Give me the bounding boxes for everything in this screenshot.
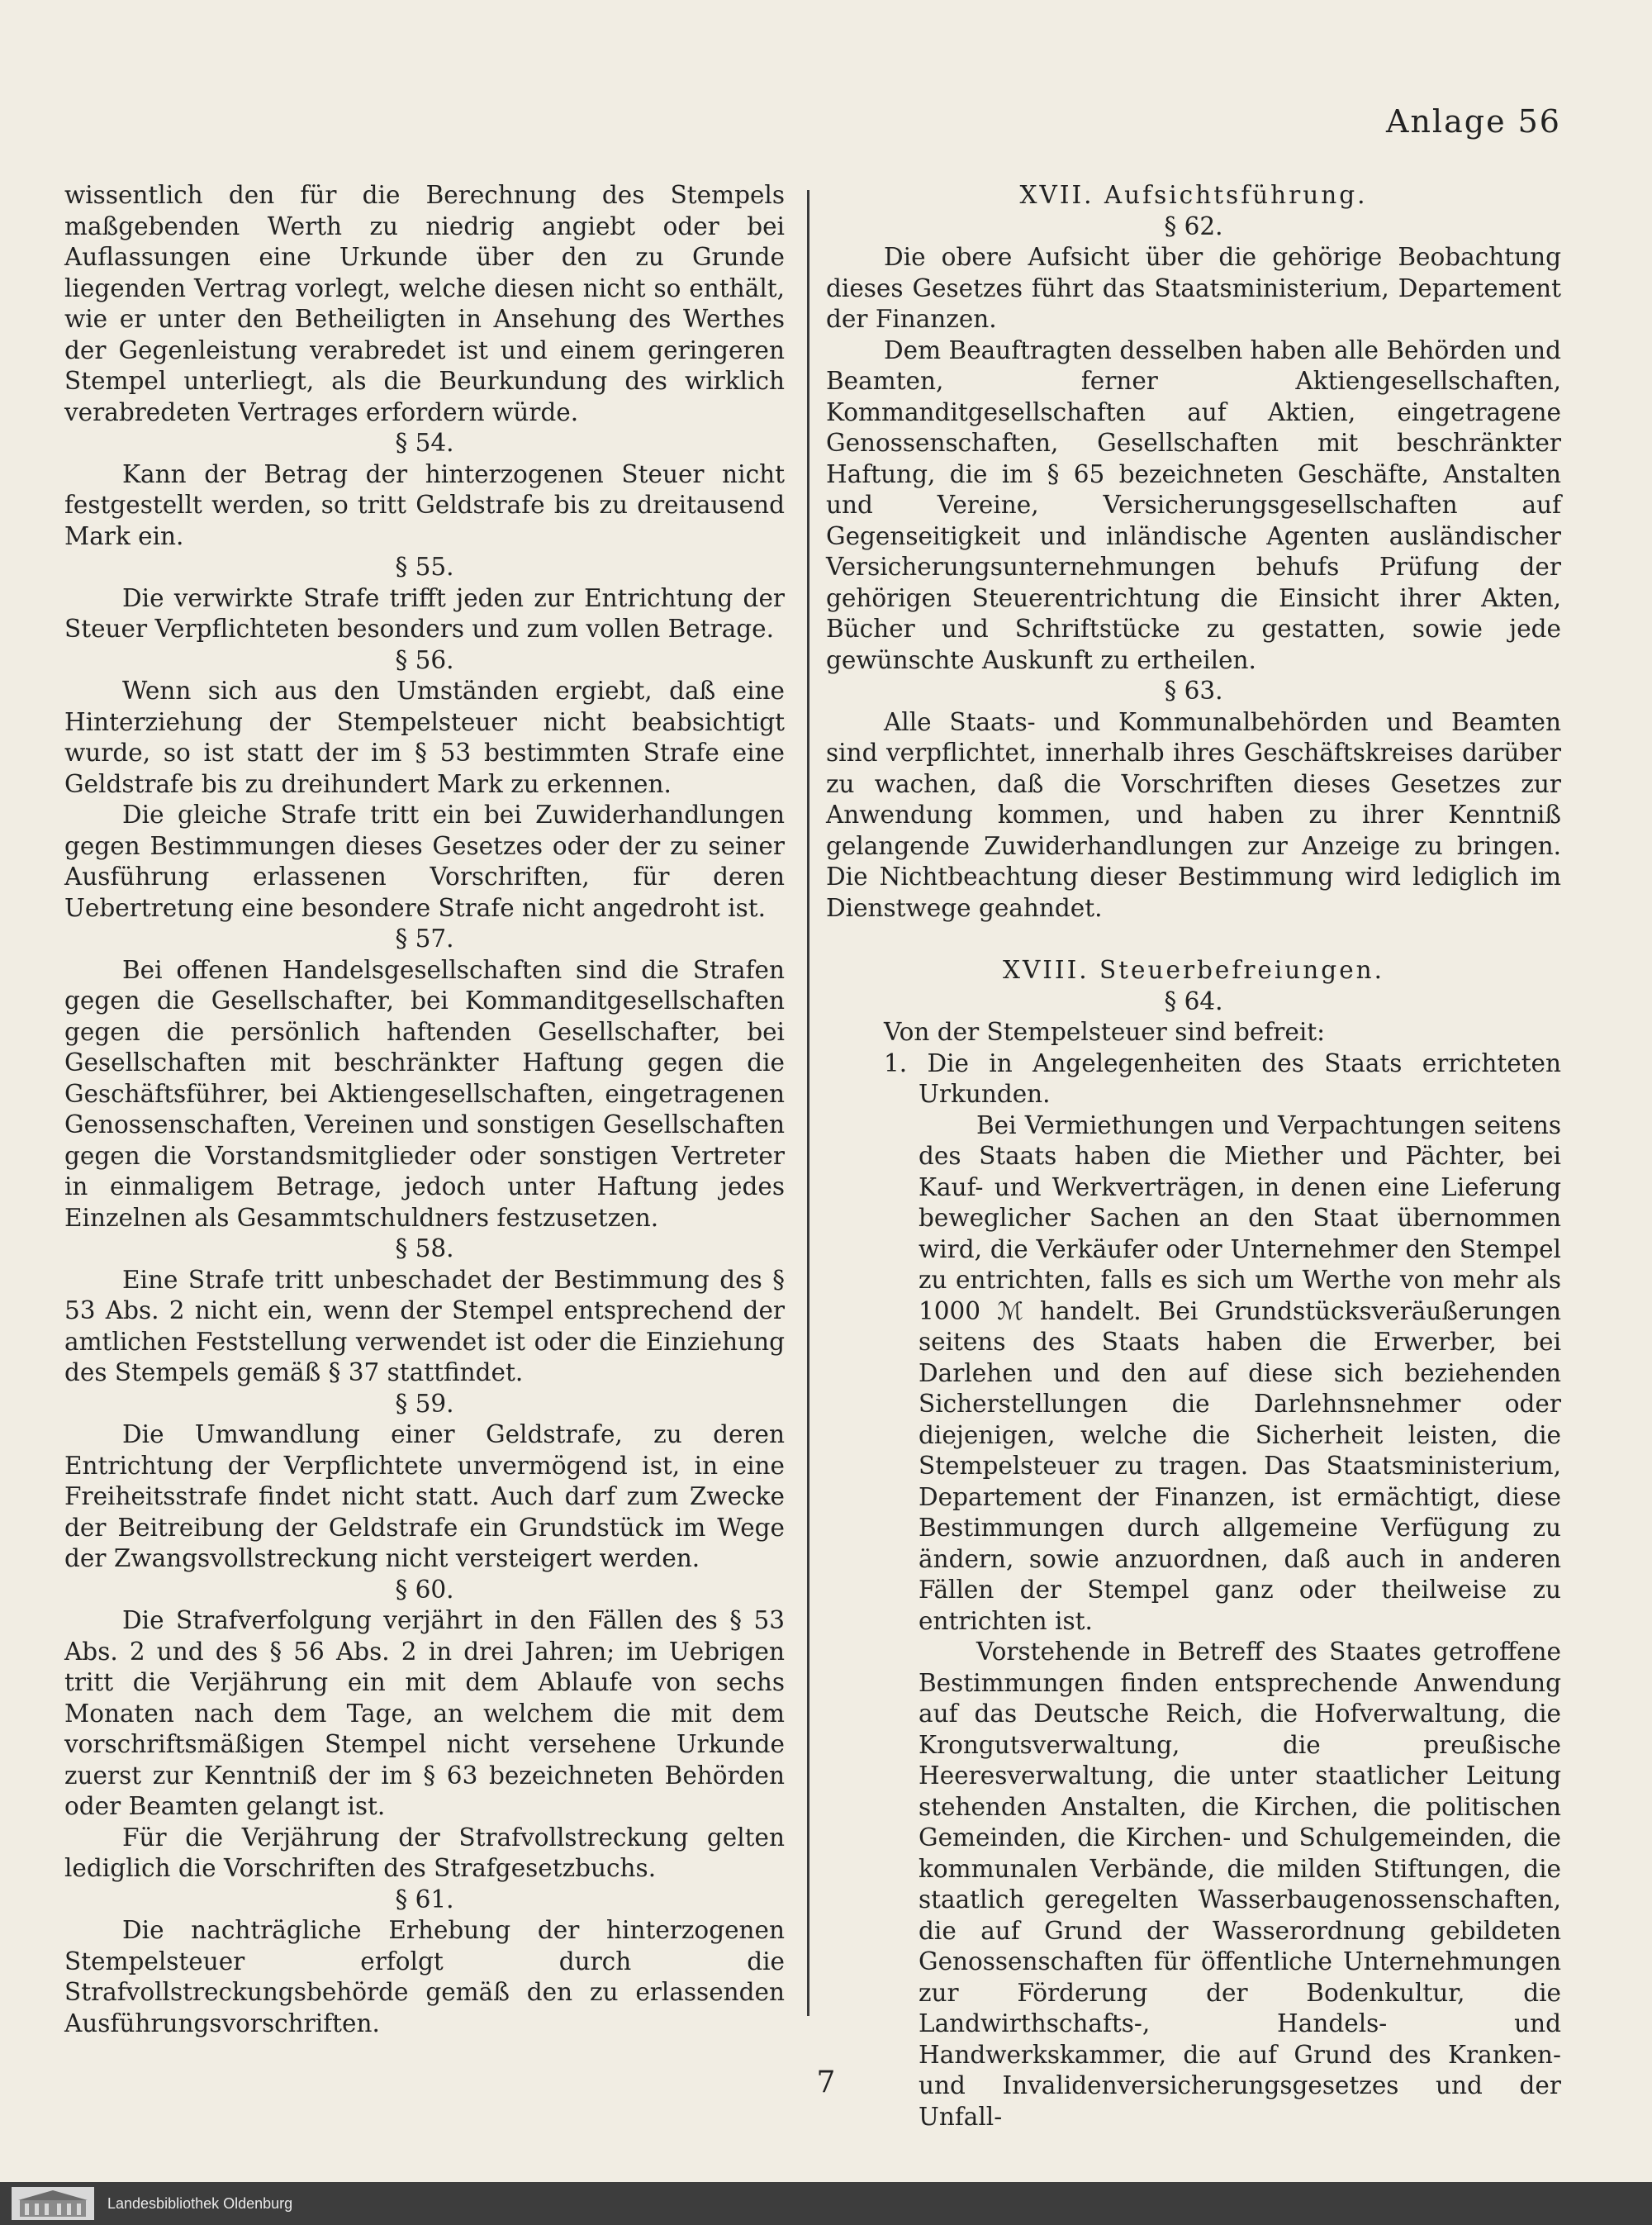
section-55-heading: § 55. xyxy=(395,553,454,581)
section-60-heading: § 60. xyxy=(395,1575,454,1604)
section-64-heading: § 64. xyxy=(1164,987,1223,1015)
section-63-heading: § 63. xyxy=(1164,677,1223,705)
section-55-text: Die verwirkte Strafe trifft jeden zur Entrichtung der Steuer Verpflichteten besonders und zum vollen Betrage. xyxy=(64,583,785,643)
section-54-heading: § 54. xyxy=(395,429,454,457)
section-59-text: Die Umwandlung einer Geldstrafe, zu deren Entrichtung der Verpflichtete unvermögend ist, in eine Freiheitsstrafe findet nicht statt. Auch darf zum Zwecke der Beitreibung der Geldstrafe ein Grundstück im Wege der Zwangsvollstreckung nicht versteigert werden. xyxy=(64,1420,785,1572)
section-64-item-1-text-2: Vorstehende in Betreff des Staates getroffene Bestimmungen finden entsprechende Anwendung auf das Deutsche Reich, die Hofverwaltung, die Krongutsverwaltung, die preußische Heeresverwaltung, die unter staatlicher Leitung stehenden Anstalten, die Kirchen, die politischen Gemeinden, die Kirchen- und Schulgemeinden, die kommunalen Verbände, die milden Stiftungen, die staatlich geregelten Wasserbaugenossenschaften, die auf Grund der Wasserordnung gebildeten Genossenschaften für öffentliche Unternehmungen zur Förderung der Bodenkultur, die Landwirthschafts-, Handels- und Handwerkskammer, die auf Grund des Kranken- und Invalidenversicherungsgesetzes und der Unfall- xyxy=(919,1638,1561,2131)
section-62-text-2: Dem Beauftragten desselben haben alle Behörden und Beamten, ferner Aktiengesellschaften, Kommanditgesellschaften auf Aktien, eingetragene Genossenschaften, Gesellschaften mit beschränkter Haftung, die im § 65 bezeichneten Geschäfte, Anstalten und Vereine, Versicherungsgesellschaften auf Gegenseitigkeit und inländische Agenten ausländischer Versicherungsunternehmungen behufs Prüfung der gehörigen Steuerentrichtung die Einsicht ihrer Akten, Bücher und Schriftstücke zu gestatten, sowie jede gewünschte Auskunft zu ertheilen. xyxy=(826,335,1561,674)
annex-label: Anlage 56 xyxy=(1386,103,1561,140)
section-63-text: Alle Staats- und Kommunalbehörden und Beamten sind verpflichtet, innerhalb ihres Geschäftskreises darüber zu wachen, daß die Vorschriften dieses Gesetzes zur Anwendung kommen, und haben zu ihrer Kenntniß gelangende Zuwiderhandlungen zur Anzeige zu bringen. Die Nichtbeachtung dieser Bestimmung wird lediglich im Dienstwege geahndet. xyxy=(826,707,1561,922)
right-column xyxy=(826,180,1561,2132)
section-58-heading: § 58. xyxy=(395,1234,454,1262)
section-57-heading: § 57. xyxy=(395,925,454,953)
section-58-text: Eine Strafe tritt unbeschadet der Bestimmung des § 53 Abs. 2 nicht ein, wenn der Stempel entsprechend der amtlichen Feststellung verwendet ist oder die Einziehung des Stempels gemäß § 37 stattfindet. xyxy=(64,1265,785,1386)
section-57-text: Bei offenen Handelsgesellschaften sind die Strafen gegen die Gesellschafter, bei Kommanditgesellschaften gegen die persönlich haftenden Gesellschafter, bei Gesellschaften mit beschränkter Haftung gegen die Geschäftsführer, bei Aktiengesellschaften, eingetragenen Genossenschaften, Vereinen und sonstigen Gesellschaften gegen die Vorstandsmitglieder oder sonstigen Vertreter in einmaligem Betrage, jedoch unter Haftung jedes Einzelnen als Gesammtschuldners festzusetzen. xyxy=(64,955,785,1232)
section-61-text: Die nachträgliche Erhebung der hinterzogenen Stempelsteuer erfolgt durch die Strafvollstreckungsbehörde gemäß den zu erlassenden Ausführungsvorschriften. xyxy=(64,1916,785,2037)
section-60-text-1: Die Strafverfolgung verjährt in den Fällen des § 53 Abs. 2 und des § 56 Abs. 2 in drei Jahren; im Uebrigen tritt die Verjährung ein mit dem Ablaufe von sechs Monaten nach dem Tage, an welchem die mit dem vorschriftsmäßigen Stempel nicht versehene Urkunde zuerst zur Kenntniß der im § 63 bezeichneten Behörden oder Beamten gelangt ist. xyxy=(64,1606,785,1820)
section-59-heading: § 59. xyxy=(395,1389,454,1418)
library-building-icon xyxy=(12,2187,94,2220)
continued-paragraph: wissentlich den für die Berechnung des Stempels maßgebenden Werth zu niedrig angiebt oder bei Auflassungen eine Urkunde über den zu Grunde liegenden Vertrag vorlegt, welche diesen nicht so enthält, wie er unter den Betheiligten in Ansehung des Werthes der Gegenleistung verabredet ist und einem geringeren Stempel unterliegt, als die Beurkundung des wirklich verabredeten Vertrages erfordern würde. xyxy=(64,181,785,426)
section-56-text-2: Die gleiche Strafe tritt ein bei Zuwiderhandlungen gegen Bestimmungen dieses Gesetzes oder der zu seiner Ausführung erlassenen Vorschriften, für deren Uebertretung eine besondere Strafe nicht angedroht ist. xyxy=(64,801,785,922)
chapter-18-heading: XVIII. Steuerbefreiungen. xyxy=(1002,956,1385,984)
section-64-item-1: 1. Die in Angelegenheiten des Staats errichteten Urkunden. xyxy=(884,1048,1561,1108)
chapter-17-heading: XVII. Aufsichtsführung. xyxy=(1019,181,1368,209)
page-number: 7 xyxy=(816,2066,836,2099)
column-divider xyxy=(807,190,809,2016)
section-61-heading: § 61. xyxy=(395,1885,454,1914)
section-62-text-1: Die obere Aufsicht über die gehörige Beobachtung dieses Gesetzes führt das Staatsministerium, Departement der Finanzen. xyxy=(826,243,1561,333)
section-64-item-1-text-1: Bei Vermiethungen und Verpachtungen seitens des Staats haben die Miether und Pächter, bei Kauf- und Werkverträgen, in denen eine Lieferung beweglicher Sachen an den Staat übernommen wird, die Verkäufer oder Unternehmer den Stempel zu entrichten, falls es sich um Werthe von mehr als 1000 ℳ handelt. Bei Grundstücksveräußerungen seitens des Staats haben die Erwerber, bei Darlehen und den auf diese sich beziehenden Sicherstellungen die Darlehnsnehmer oder diejenigen, welche die Sicherheit leisten, die Stempelsteuer zu tragen. Das Staatsministerium, Departement der Finanzen, ist ermächtigt, diese Bestimmungen durch allgemeine Verfügung zu ändern, sowie anzuordnen, daß auch in anderen Fällen der Stempel ganz oder theilweise zu entrichten ist. xyxy=(919,1110,1561,1635)
section-62-heading: § 62. xyxy=(1164,212,1223,240)
section-60-text-2: Für die Verjährung der Strafvollstreckung gelten lediglich die Vorschriften des Strafgesetzbuchs. xyxy=(64,1823,785,1882)
section-56-heading: § 56. xyxy=(395,645,454,674)
left-column xyxy=(64,180,785,2039)
section-56-text-1: Wenn sich aus den Umständen ergiebt, daß eine Hinterziehung der Stempelsteuer nicht beabsichtigt wurde, so ist statt der im § 53 bestimmten Strafe eine Geldstrafe bis zu dreihundert Mark zu erkennen. xyxy=(64,677,785,798)
library-footer xyxy=(0,2182,1652,2225)
section-64-intro: Von der Stempelsteuer sind befreit: xyxy=(884,1018,1326,1046)
section-54-text: Kann der Betrag der hinterzogenen Steuer nicht festgestellt werden, so tritt Geldstrafe bis zu dreitausend Mark ein. xyxy=(64,459,785,550)
library-name: Landesbibliothek Oldenburg xyxy=(107,2194,293,2212)
